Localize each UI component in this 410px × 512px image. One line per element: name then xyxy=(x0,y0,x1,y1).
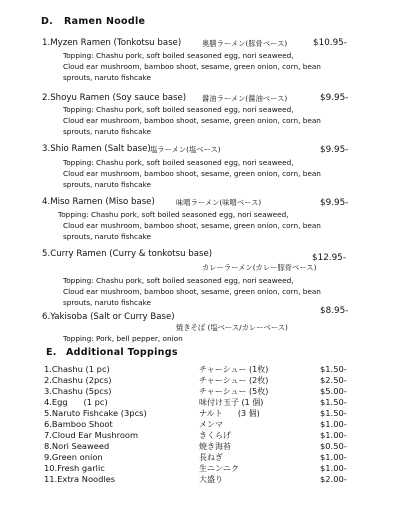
topping-jp: 長ねぎ xyxy=(199,453,223,462)
topping-name: 5.Naruto Fishcake (3pcs) xyxy=(44,408,147,418)
topping-jp: チャーシュー (2枚) xyxy=(199,376,269,385)
ramen-item-desc-line: sprouts, naruto fishcake xyxy=(63,180,151,189)
topping-jp: チャーシュー (5枚) xyxy=(199,387,269,396)
topping-price: $5.00- xyxy=(320,386,347,396)
section-letter-ramen: D. xyxy=(41,16,54,27)
topping-name: 4.Egg (1 pc) xyxy=(44,397,108,407)
ramen-item-jp: 醤油ラーメン(醤油ベース) xyxy=(202,94,288,103)
section-title-ramen: Ramen Noodle xyxy=(64,16,146,27)
topping-name: 3.Chashu (5pcs) xyxy=(44,386,112,396)
ramen-item-desc-line: Cloud ear mushroom, bamboo shoot, sesame, green onion, corn, bean xyxy=(63,221,321,230)
section-letter-toppings: E. xyxy=(46,347,57,358)
ramen-item-price: $12.95- xyxy=(312,253,346,263)
ramen-item-name: 3.Shio Ramen (Salt base) xyxy=(42,144,151,154)
ramen-item-desc-line: Topping: Chashu pork, soft boiled seasoned egg, nori seaweed, xyxy=(58,210,289,219)
ramen-item-desc-line: Topping: Chashu pork, soft boiled seasoned egg, nori seaweed, xyxy=(63,51,294,60)
ramen-item-desc-line: sprouts, naruto fishcake xyxy=(63,73,151,82)
ramen-item-desc-line: Cloud ear mushroom, bamboo shoot, sesame, green onion, corn, bean xyxy=(63,169,321,178)
ramen-item-desc-line: Topping: Chashu pork, soft boiled seasoned egg, nori seaweed, xyxy=(63,105,294,114)
ramen-item-desc-line: Topping: Chashu pork, soft boiled seasoned egg, nori seaweed, xyxy=(63,158,294,167)
topping-name: 10.Fresh garlic xyxy=(44,463,105,473)
topping-name: 6.Bamboo Shoot xyxy=(44,419,113,429)
ramen-item-jp: 奥膳ラーメン(豚骨ベース) xyxy=(202,39,288,48)
topping-jp: 焼き海苔 xyxy=(199,442,231,451)
ramen-item-name: 1.Myzen Ramen (Tonkotsu base) xyxy=(42,38,182,48)
ramen-item-name: 4.Miso Ramen (Miso base) xyxy=(42,197,155,207)
ramen-item-price: $10.95- xyxy=(313,38,347,48)
ramen-item-desc-line: Topping: Pork, bell pepper, onion xyxy=(63,334,183,343)
ramen-item-name: 6.Yakisoba (Salt or Curry Base) xyxy=(42,312,175,322)
topping-name: 9.Green onion xyxy=(44,452,103,462)
topping-jp: きくらげ xyxy=(199,431,231,440)
topping-jp: 生ニンニク xyxy=(199,464,239,473)
topping-jp: ナルト (3 個) xyxy=(199,409,260,418)
ramen-item-desc-line: sprouts, naruto fishcake xyxy=(63,127,151,136)
ramen-item-jp: 焼きそば (塩ベース/カレーベース) xyxy=(176,323,288,332)
topping-price: $1.00- xyxy=(320,430,347,440)
topping-jp: 大盛り xyxy=(199,475,223,484)
ramen-item-jp: 味噌ラーメン(味噌ベース) xyxy=(176,198,262,207)
topping-jp: 味付け玉子 (1 個) xyxy=(199,398,264,407)
ramen-item-price: $9.95- xyxy=(320,145,349,155)
ramen-item-desc-line: Topping: Chashu pork, soft boiled seasoned egg, nori seaweed, xyxy=(63,276,294,285)
topping-price: $1.50- xyxy=(320,364,347,374)
ramen-item-name: 5.Curry Ramen (Curry & tonkotsu base) xyxy=(42,249,213,259)
topping-price: $1.50- xyxy=(320,397,347,407)
section-title-toppings: Additional Toppings xyxy=(66,347,178,358)
ramen-item-desc-line: Cloud ear mushroom, bamboo shoot, sesame, green onion, corn, bean xyxy=(63,116,321,125)
topping-price: $1.00- xyxy=(320,463,347,473)
topping-price: $1.00- xyxy=(320,452,347,462)
ramen-item-price: $8.95- xyxy=(320,306,349,316)
topping-name: 8.Nori Seaweed xyxy=(44,441,110,451)
ramen-item-price: $9.95- xyxy=(320,198,349,208)
topping-name: 7.Cloud Ear Mushroom xyxy=(44,430,139,440)
topping-price: $2.00- xyxy=(320,474,347,484)
ramen-item-desc-line: sprouts, naruto fishcake xyxy=(63,232,151,241)
ramen-item-jp: カレーラーメン(カレー豚骨ベース) xyxy=(202,263,317,272)
topping-price: $2.50- xyxy=(320,375,347,385)
ramen-item-desc-line: Cloud ear mushroom, bamboo shoot, sesame, green onion, corn, bean xyxy=(63,62,321,71)
topping-name: 2.Chashu (2pcs) xyxy=(44,375,112,385)
ramen-item-jp: 塩ラーメン(塩ベース) xyxy=(150,145,221,154)
ramen-item-desc-line: Cloud ear mushroom, bamboo shoot, sesame, green onion, corn, bean xyxy=(63,287,321,296)
ramen-item-price: $9.95- xyxy=(320,93,349,103)
topping-price: $0.50- xyxy=(320,441,347,451)
ramen-item-desc-line: sprouts, naruto fishcake xyxy=(63,298,151,307)
topping-price: $1.00- xyxy=(320,419,347,429)
ramen-item-name: 2.Shoyu Ramen (Soy sauce base) xyxy=(42,93,187,103)
topping-jp: チャーシュー (1枚) xyxy=(199,365,269,374)
topping-name: 1.Chashu (1 pc) xyxy=(44,364,110,374)
topping-jp: メンマ xyxy=(199,420,223,429)
topping-price: $1.50- xyxy=(320,408,347,418)
topping-name: 11.Extra Noodles xyxy=(44,474,116,484)
